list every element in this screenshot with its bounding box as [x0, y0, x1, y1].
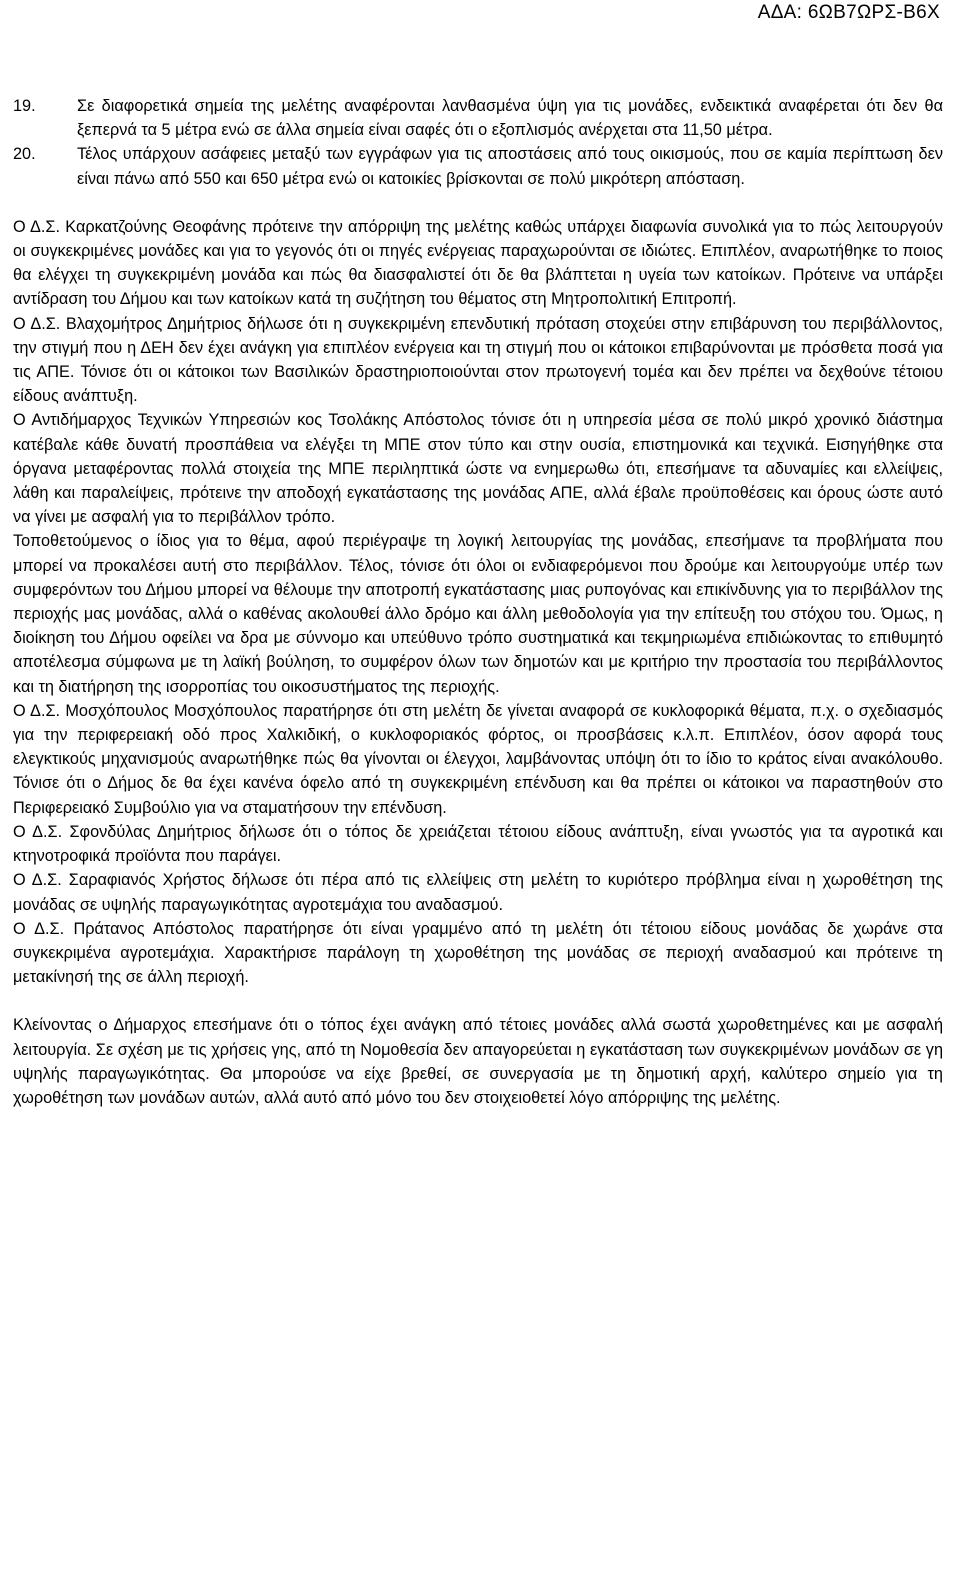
paragraph-closing: Κλείνοντας ο Δήμαρχος επεσήμανε ότι ο τόπος έχει ανάγκη από τέτοιες μονάδες αλλά σωστά χωροθετημένες και με ασφαλή λειτουργία. Σε σχέση με τις χρήσεις γης, από τη Νομοθεσία δεν απαγορεύεται η εγκατάσταση των συγκεκριμένων μονάδων σε γη υψηλής παραγωγικότητας. Θα μπορούσε να είχε βρεθεί, σε συνεργασία με τη δημοτική αρχή, καλύτερο σημείο για τη χωροθέτηση των μονάδων αυτών, αλλά αυτό από μόνο του δεν στοιχειοθετεί λόγο απόρριψης της μελέτης. [13, 1016, 943, 1107]
spacer [13, 191, 943, 215]
paragraph-sarafianos: Ο Δ.Σ. Σαραφιανός Χρήστος δήλωσε ότι πέρα από τις ελλείψεις στη μελέτη το κυριότερο πρόβλημα είναι η χωροθέτηση της μονάδας σε υψηλής παραγωγικότητας αγροτεμάχια του αναδασμού. [13, 871, 943, 914]
paragraph-tsolakis-position: Τοποθετούμενος ο ίδιος για το θέμα, αφού περιέγραψε τη λογική λειτουργίας της μονάδας, επεσήμανε τα προβλήματα που μπορεί να προκαλέσει αυτή στο περιβάλλον. Τέλος, τόνισε ότι όλοι οι ενδιαφερόμενοι που δρούμε και λειτουργούμε υπέρ των συμφερόντων του Δήμου μπορεί να θέλουμε την αποτροπή εγκατάστασης μιας ρυπογόνας και επικίνδυνης για το περιβάλλον της περιοχής μας μονάδας, αλλά ο καθένας ακολουθεί άλλο δρόμο και άλλη μεθοδολογία για την επίτευξη του στόχου του. Όμως, η διοίκηση του Δήμου οφείλει να δρα με σύννομο και υπεύθυνο τρόπο συστηματικά και τεκμηριωμένα επιδιώκοντας το επιθυμητό αποτέλεσμα σύμφωνα με τη λαϊκή βούληση, το συμφέρον όλων των δημοτών και με κριτήριο την προστασία του περιβάλλοντος και τη διατήρηση της ισορροπίας του οικοσυστήματος της περιοχής. [13, 532, 943, 696]
item-text: Σε διαφορετικά σημεία της μελέτης αναφέρονται λανθασμένα ύψη για τις μονάδες, ενδεικτικά αναφέρεται ότι δεν θα ξεπερνά τα 5 μέτρα ενώ σε άλλα σημεία είναι σαφές ότι ο εξοπλισμός ανέρχεται στα 11,50 μέτρα. [77, 97, 943, 140]
item-text: Τέλος υπάρχουν ασάφειες μεταξύ των εγγράφων για τις αποστάσεις από τους οικισμούς, που σε καμία περίπτωση δεν είναι πάνω από 550 και 650 μέτρα ενώ οι κατοικίες βρίσκονται σε πολύ μικρότερη απόσταση. [77, 145, 943, 188]
item-number: 20. [13, 145, 36, 164]
paragraph-tsolakis: Ο Αντιδήμαρχος Τεχνικών Υπηρεσιών κος Τσολάκης Απόστολος τόνισε ότι η υπηρεσία μέσα σε πολύ μικρό χρονικό διάστημα κατέβαλε κάθε δυνατή προσπάθεια να ελέγξει τη ΜΠΕ στον τύπο και στην ουσία, επιστημονικά και τεχνικά. Εισηγήθηκε στα όργανα μεταφέροντας πολλά στοιχεία της ΜΠΕ περιληπτικά ώστε να ενημερωθω ότι, επεσήμανε τα αδυναμίες και ελλείψεις, λάθη και παραλείψεις, πρότεινε την αποδοχή εγκατάστασης της μονάδας ΑΠΕ, αλλά έβαλε προϋποθέσεις και όρους ώστε αυτό να γίνει με ασφαλή για το περιβάλλον τρόπο. [13, 411, 943, 527]
paragraph-karkatzounis: Ο Δ.Σ. Καρκατζούνης Θεοφάνης πρότεινε την απόρριψη της μελέτης καθώς υπάρχει διαφωνία συνολικά για το πώς λειτουργούν οι συγκεκριμένες μονάδες και για το γεγονός ότι οι πηγές ενέργειας παραχωρούνται σε ιδιώτες. Επιπλέον, αναρωτήθηκε το ποιος θα ελέγχει τη συγκεκριμένη μονάδα και πώς θα διασφαλιστεί ότι δε θα βλάπτεται η υγεία των κατοίκων. Πρότεινε να υπάρξει αντίδραση του Δήμου και των κατοίκων κατά τη συζήτηση του θέματος στη Μητροπολιτική Επιτροπή. [13, 217, 943, 309]
ada-code: ΑΔΑ: 6ΩΒ7ΩΡΣ-Β6Χ [757, 2, 940, 23]
paragraph-moschopoulos: Ο Δ.Σ. Μοσχόπουλος Μοσχόπουλος παρατήρησε ότι στη μελέτη δε γίνεται αναφορά σε κυκλοφορικά θέματα, π.χ. ο σχεδιασμός για την περιφερειακή οδό προς Χαλκιδική, ο κυκλοφοριακός φόρτος, οι προσβάσεις κ.λ.π. Επιπλέον, όσον αφορά τους ελεγκτικούς μηχανισμούς αναρωτήθηκε πώς θα γίνονται οι έλεγχοι, λαμβάνοντας υπόψη ότι το ίδιο το κράτος είναι ανακόλουθο. Τόνισε ότι ο Δήμος δε θα έχει κανένα όφελο από τη συγκεκριμένη επένδυση και θα πρέπει οι κάτοικοι να παραστηθούν στο Περιφερειακό Συμβούλιο για να σταματήσουν την επένδυση. [13, 701, 943, 817]
paragraph-pratanos: Ο Δ.Σ. Πράτανος Απόστολος παρατήρησε ότι είναι γραμμένο από τη μελέτη ότι τέτοιου είδους μονάδας δε χωράνε στα συγκεκριμένα αγροτεμάχια. Χαρακτήρισε παράλογη τη χωροθέτηση της μονάδας σε περιοχή αναδασμού και πρότεινε τη μετακίνησή της σε άλλη περιοχή. [13, 919, 943, 987]
document-body [13, 94, 943, 1110]
spacer [13, 989, 943, 1013]
paragraph-vlachomitros: Ο Δ.Σ. Βλαχομήτρος Δημήτριος δήλωσε ότι η συγκεκριμένη επενδυτική πρόταση στοχεύει στην επιβάρυνση του περιβάλλοντος, την στιγμή που η ΔΕΗ δεν έχει ανάγκη για επιπλέον ενέργεια και τη στιγμή που οι κάτοικοι επιβαρύνονται με πρόσθετα ποσά για τις ΑΠΕ. Τόνισε ότι οι κάτοικοι των Βασιλικών δραστηριοποιούνται στον πρωτογενή τομέα και δεν πρέπει να δεχθούνε τέτοιου είδους ανάπτυξη. [13, 314, 943, 406]
numbered-item-19 [13, 94, 943, 142]
numbered-item-20 [13, 142, 943, 190]
paragraph-sfondylas: Ο Δ.Σ. Σφονδύλας Δημήτριος δήλωσε ότι ο τόπος δε χρειάζεται τέτοιου είδους ανάπτυξη, είναι γνωστός για τα αγροτικά και κτηνοτροφικά προϊόντα που παράγει. [13, 822, 943, 866]
item-number: 19. [13, 97, 36, 115]
